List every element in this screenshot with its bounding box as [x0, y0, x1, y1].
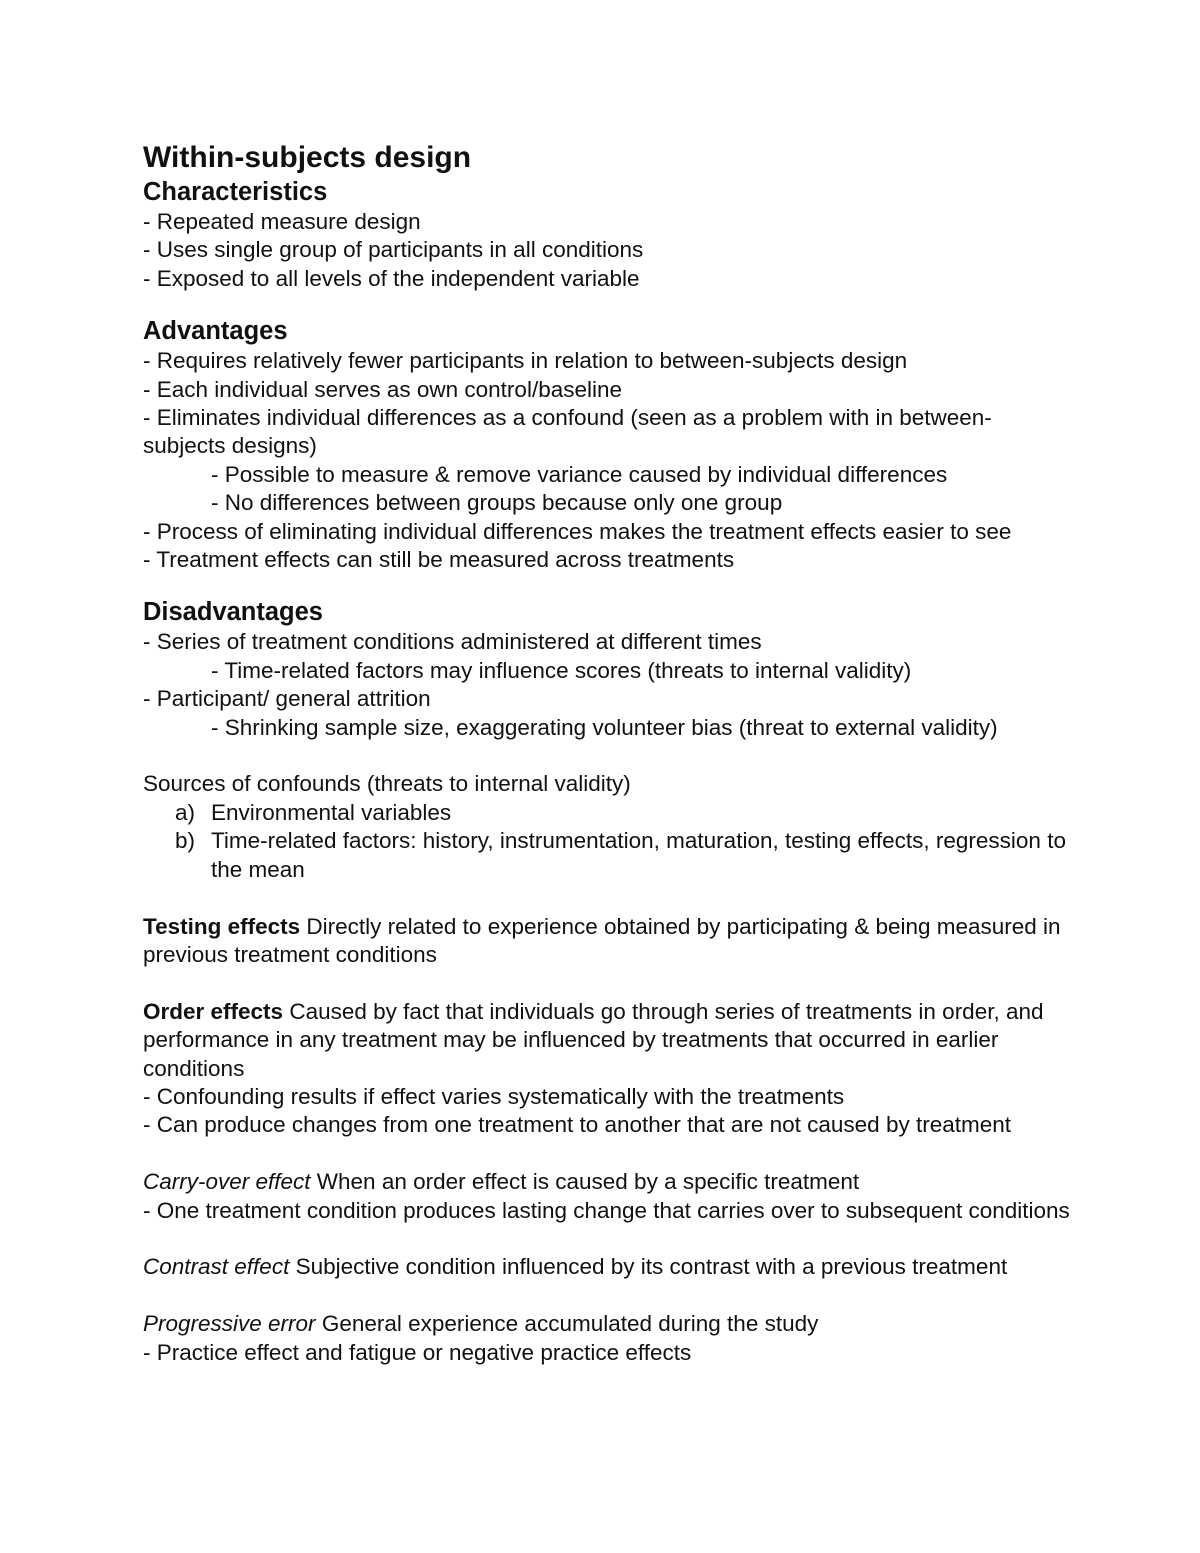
sources-list — [143, 799, 1073, 884]
testing-effects-term: Testing effects — [143, 913, 301, 939]
testing-effects-paragraph — [143, 913, 1073, 970]
advantages-item: - Treatment effects can still be measured across treatments — [143, 547, 735, 573]
progressive-definition: General experience accumulated during the study — [315, 1311, 819, 1337]
advantages-sub-item: - No differences between groups because only one group — [211, 490, 783, 516]
list-item-text: Time-related factors: history, instrumentation, maturation, testing effects, regression to the mean — [211, 828, 1066, 882]
testing-effects-definition: Directly related to experience obtained by participating & being measured in previous treatment conditions — [143, 913, 1061, 967]
sources-intro: Sources of confounds (threats to internal validity) — [143, 771, 631, 797]
disadvantages-heading: Disadvantages — [143, 598, 323, 627]
carry-over-definition: When an order effect is caused by a specific treatment — [310, 1169, 860, 1195]
progressive-term: Progressive error — [143, 1311, 316, 1337]
document-title: Within-subjects design — [143, 141, 472, 174]
list-item-text: Environmental variables — [211, 799, 452, 825]
advantages-heading: Advantages — [143, 317, 288, 346]
order-effects-item: - Confounding results if effect varies systematically with the treatments — [143, 1083, 845, 1109]
advantages-sub-item: - Possible to measure & remove variance caused by individual differences — [211, 461, 948, 487]
order-effects-term: Order effects — [143, 998, 284, 1024]
order-effects-paragraph — [143, 998, 1073, 1083]
disadvantages-item: - Participant/ general attrition — [143, 686, 431, 712]
list-marker: b) — [175, 828, 196, 854]
carry-over-paragraph — [143, 1168, 1073, 1196]
characteristics-item: - Uses single group of participants in all conditions — [143, 237, 644, 263]
progressive-item: - Practice effect and fatigue or negative practice effects — [143, 1339, 692, 1365]
order-effects-item: - Can produce changes from one treatment to another that are not caused by treatment — [143, 1112, 1012, 1138]
advantages-item: - Requires relatively fewer participants in relation to between-subjects design — [143, 348, 908, 374]
disadvantages-sub-item: - Shrinking sample size, exaggerating volunteer bias (threat to external validity) — [211, 714, 998, 740]
sources-list-item — [143, 799, 1073, 827]
advantages-item: - Each individual serves as own control/baseline — [143, 376, 623, 402]
contrast-definition: Subjective condition influenced by its contrast with a previous treatment — [289, 1254, 1008, 1280]
characteristics-item: - Repeated measure design — [143, 209, 421, 234]
disadvantages-item: - Series of treatment conditions administered at different times — [143, 629, 762, 655]
disadvantages-sub-item: - Time-related factors may influence scores (threats to internal validity) — [211, 657, 912, 683]
carry-over-item: - One treatment condition produces lasting change that carries over to subsequent conditions — [143, 1197, 1070, 1223]
sources-list-item — [143, 827, 1073, 884]
carry-over-term: Carry-over effect — [143, 1169, 311, 1195]
order-effects-definition: Caused by fact that individuals go through series of treatments in order, and performance in any treatment may be influenced by treatments that occurred in earlier conditions — [143, 998, 1044, 1081]
advantages-item: - Process of eliminating individual differences makes the treatment effects easier to see — [143, 518, 1012, 544]
document-page — [143, 140, 1073, 1367]
advantages-item: - Eliminates individual differences as a confound (seen as a problem with in between-subjects designs) — [143, 405, 992, 459]
contrast-term: Contrast effect — [143, 1254, 290, 1280]
characteristics-item: - Exposed to all levels of the independent variable — [143, 265, 640, 291]
list-marker: a) — [175, 799, 196, 825]
characteristics-heading: Characteristics — [143, 178, 328, 206]
progressive-paragraph — [143, 1310, 1073, 1338]
contrast-paragraph — [143, 1253, 1073, 1281]
